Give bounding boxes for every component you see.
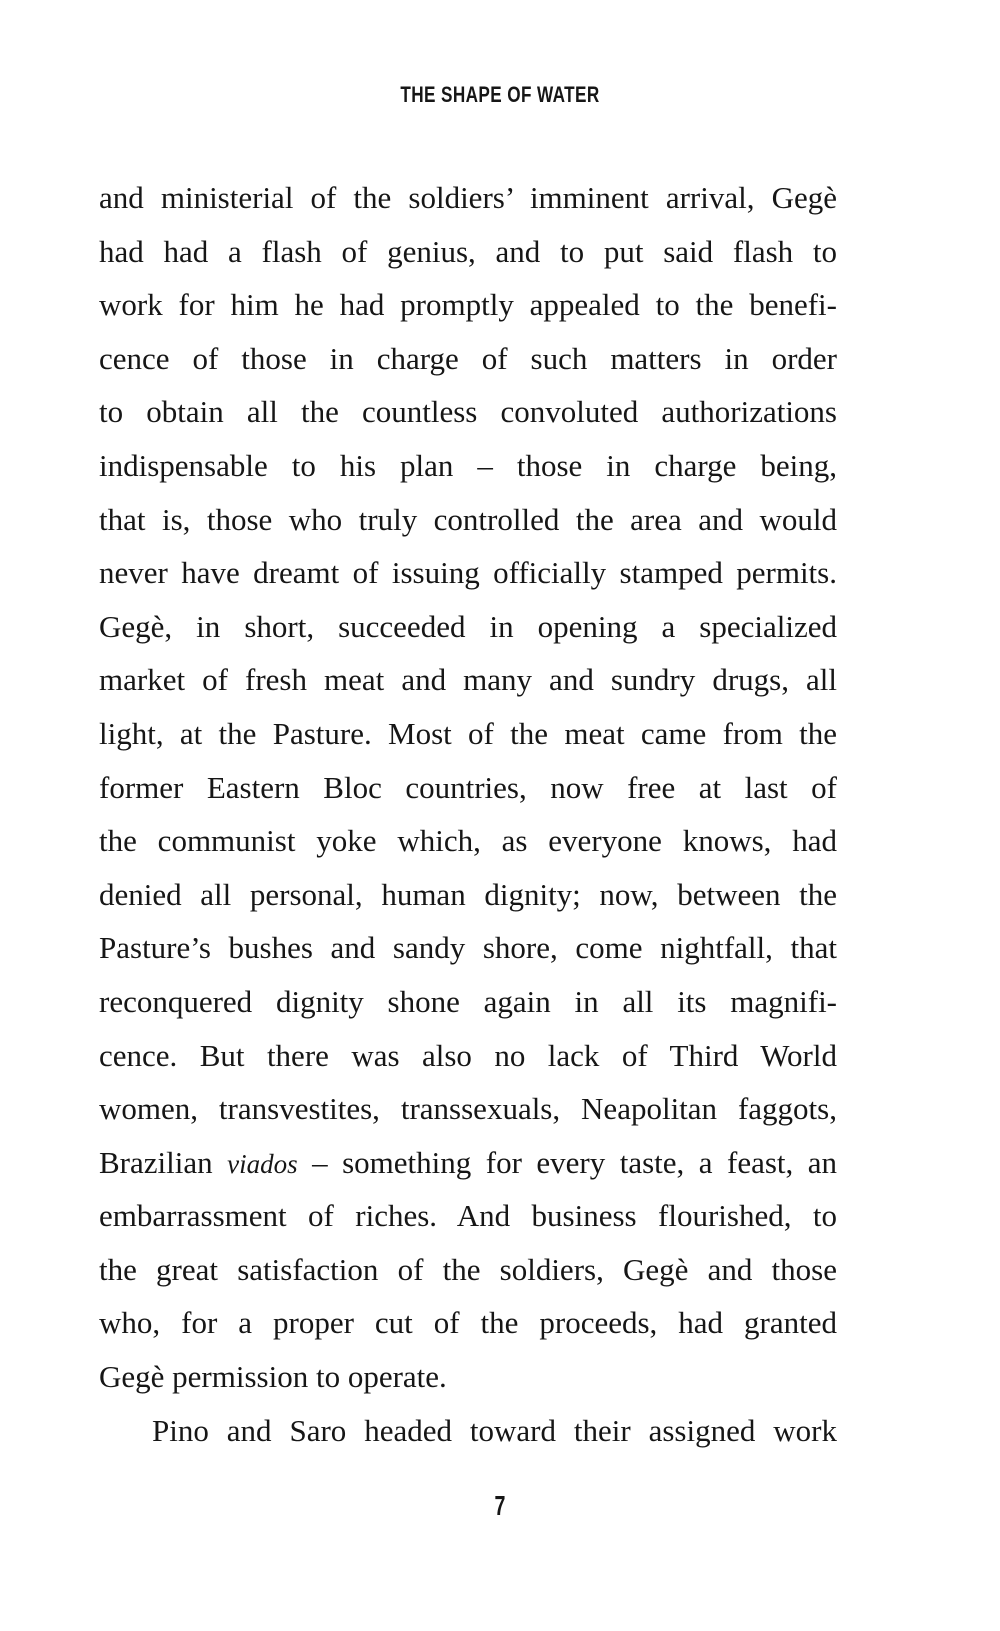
text-line: who, for a proper cut of the proceeds, had granted — [99, 1305, 837, 1341]
text-line: had had a flash of genius, and to put said flash to — [99, 233, 837, 269]
body-text — [99, 176, 837, 1462]
text-line: former Eastern Bloc countries, now free at last of — [99, 769, 837, 805]
text-line: and ministerial of the soldiers’ imminent arrival, Gegè — [99, 180, 837, 215]
text-line: to obtain all the countless convoluted authorizations — [99, 394, 837, 430]
text-line: reconquered dignity shone again in all its magnifi- — [99, 983, 837, 1019]
text-line: indispensable to his plan – those in charge being, — [99, 447, 837, 483]
running-head: THE SHAPE OF WATER — [400, 82, 600, 107]
text-segment: – something for every taste, a feast, an — [312, 1144, 838, 1180]
text-line: Gegè permission to operate. — [99, 1359, 447, 1395]
text-line: embarrassment of riches. And business flourished, to — [99, 1198, 837, 1234]
text-line: the great satisfaction of the soldiers, Gegè and those — [99, 1251, 837, 1287]
text-line-italic — [99, 1141, 837, 1195]
page-number: 7 — [494, 1490, 506, 1521]
text-line: women, transvestites, transsexuals, Neapolitan faggots, — [99, 1091, 837, 1127]
text-line: never have dreamt of issuing officially stamped permits. — [99, 555, 837, 591]
text-segment: Brazilian — [99, 1144, 213, 1180]
text-line: that is, those who truly controlled the area and would — [99, 501, 837, 537]
text-line: cence of those in charge of such matters in order — [99, 340, 837, 376]
text-line: Pino and Saro headed toward their assigned work — [152, 1412, 837, 1448]
italic-word: viados — [227, 1148, 298, 1179]
text-line: denied all personal, human dignity; now, between the — [99, 876, 837, 912]
text-line: market of fresh meat and many and sundry drugs, all — [99, 662, 837, 698]
text-line: the communist yoke which, as everyone knows, had — [99, 823, 837, 859]
text-line: Gegè, in short, succeeded in opening a specialized — [99, 608, 837, 644]
text-line: Pasture’s bushes and sandy shore, come nightfall, that — [99, 930, 837, 966]
text-line: light, at the Pasture. Most of the meat came from the — [99, 715, 837, 751]
text-line: cence. But there was also no lack of Third World — [99, 1037, 837, 1073]
text-line: work for him he had promptly appealed to the benefi- — [99, 287, 837, 323]
